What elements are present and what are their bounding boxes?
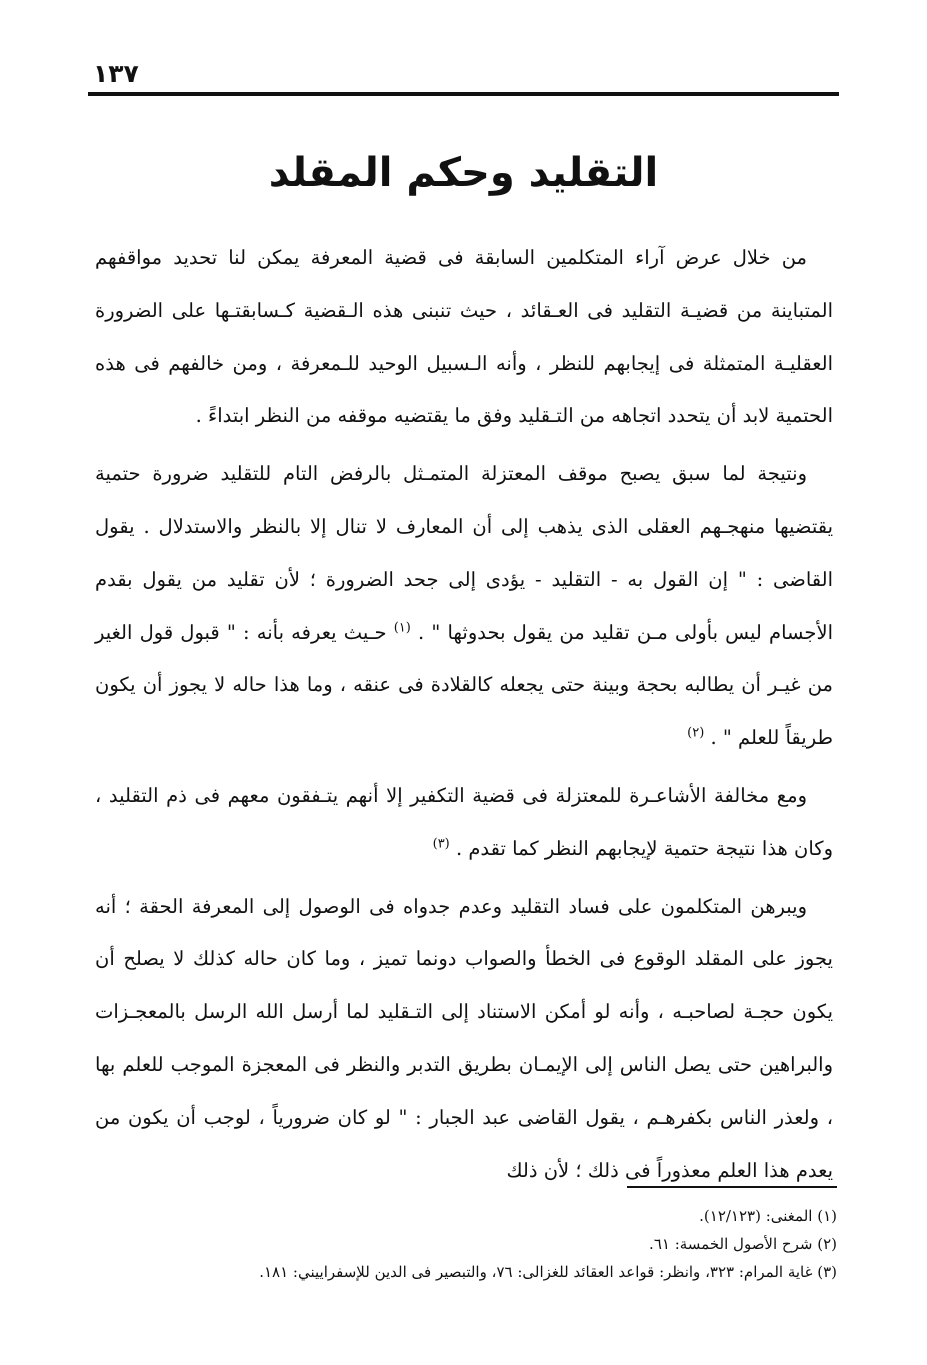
footnotes — [140, 1202, 837, 1286]
paragraph-1-text: من خلال عرض آراء المتكلمين السابقة فى قضية المعرفة يمكن لنا تحديد مواقفهم المتباينة من قضيـة التقليد فى العـقائد ، حيث تنبنى هذه الـقضية كـسابقتـها على الضرورة العقليـة المتمثلة فى إيجابهم للنظر ، وأنه الـسبيل الوحيد للـمعرفة ، ومن خالفهم فى هذه الحتمية لابد أن يتحدد اتجاهه من التـقليد وفق ما يقتضيه موقفه من النظر ابتداءً . — [95, 246, 833, 428]
paragraph-2-text-continued: حـيث يعرفه بأنه : " قبول قول الغير من غيـر أن يطالبه بحجة وبينة حتى يجعله كالقلادة فى عنقه ، وما هذا حاله لا يجوز أن يكون طريقاً للعلم " . — [95, 620, 833, 750]
footnote-ref-2: (٢) — [687, 725, 705, 741]
paragraph-4-text: ويبرهن المتكلمون على فساد التقليد وعدم جدواه فى الوصول إلى المعرفة الحقة ؛ أنه يجوز على المقلد الوقوع فى الخطأ والصواب دونما تميز ، وما كان حاله كذلك لا يصلح أن يكون حجـة لصاحبـه ، وأنه لو أمكن الاستناد إلى التـقليد لما أرسل الله الرسل بالمعجـزات والبراهين حتى يصل الناس إلى الإيمـان بطريق التدبر والنظر فى المعجزة الموجب للعلم بها ، ولعذر الناس بكفرهـم ، يقول القاضى عبد الجبار : " لو كان ضرورياً ، لوجب أن يكون من يعدم هذا العلم معذوراً فى ذلك ؛ لأن ذلك — [95, 894, 833, 1182]
paragraph-3-text: ومع مخالفة الأشاعـرة للمعتزلة فى قضية التكفير إلا أنهم يتـفقون معهم فى ذم التقليد ، وكان هذا نتيجة حتمية لإيجابهم النظر كما تقدم . — [95, 783, 833, 860]
footnote-2: (٢) شرح الأصول الخمسة: ٦١. — [649, 1235, 837, 1253]
paragraph-4 — [95, 881, 833, 1198]
paragraph-1 — [95, 232, 833, 443]
header-rule — [88, 92, 839, 96]
footnote-ref-1: (١) — [393, 620, 411, 636]
paragraph-2-text: ونتيجة لما سبق يصبح موقف المعتزلة المتمـثل بالرفض التام للتقليد ضرورة حتمية يقتضيها منهجـهم العقلى الذى يذهب إلى أن المعارف لا تنال إلا بالنظر والاستدلال . يقول القاضى : " إن القول به - التقليد - يؤدى إلى جحد الضرورة ؛ لأن تقليد من يقول بقدم الأجسام ليس بأولى مـن تقليد من يقول بحدوثها " . — [95, 462, 834, 644]
footnote-separator — [627, 1186, 837, 1188]
main-text — [95, 232, 833, 1197]
footnote-1: (١) المغنى: (١٢/١٢٣). — [699, 1207, 837, 1225]
paragraph-2 — [95, 448, 833, 765]
paragraph-3 — [95, 770, 833, 876]
page-title: التقليد وحكم المقلد — [268, 149, 659, 196]
page-number: ١٣٧ — [93, 59, 139, 88]
footnote-ref-3: (٣) — [432, 836, 450, 852]
footnote-3: (٣) غاية المرام: ٣٢٣، وانظر: قواعد العقائد للغزالى: ٧٦، والتبصير فى الدين للإسفراييني: ١٨١. — [259, 1263, 837, 1281]
